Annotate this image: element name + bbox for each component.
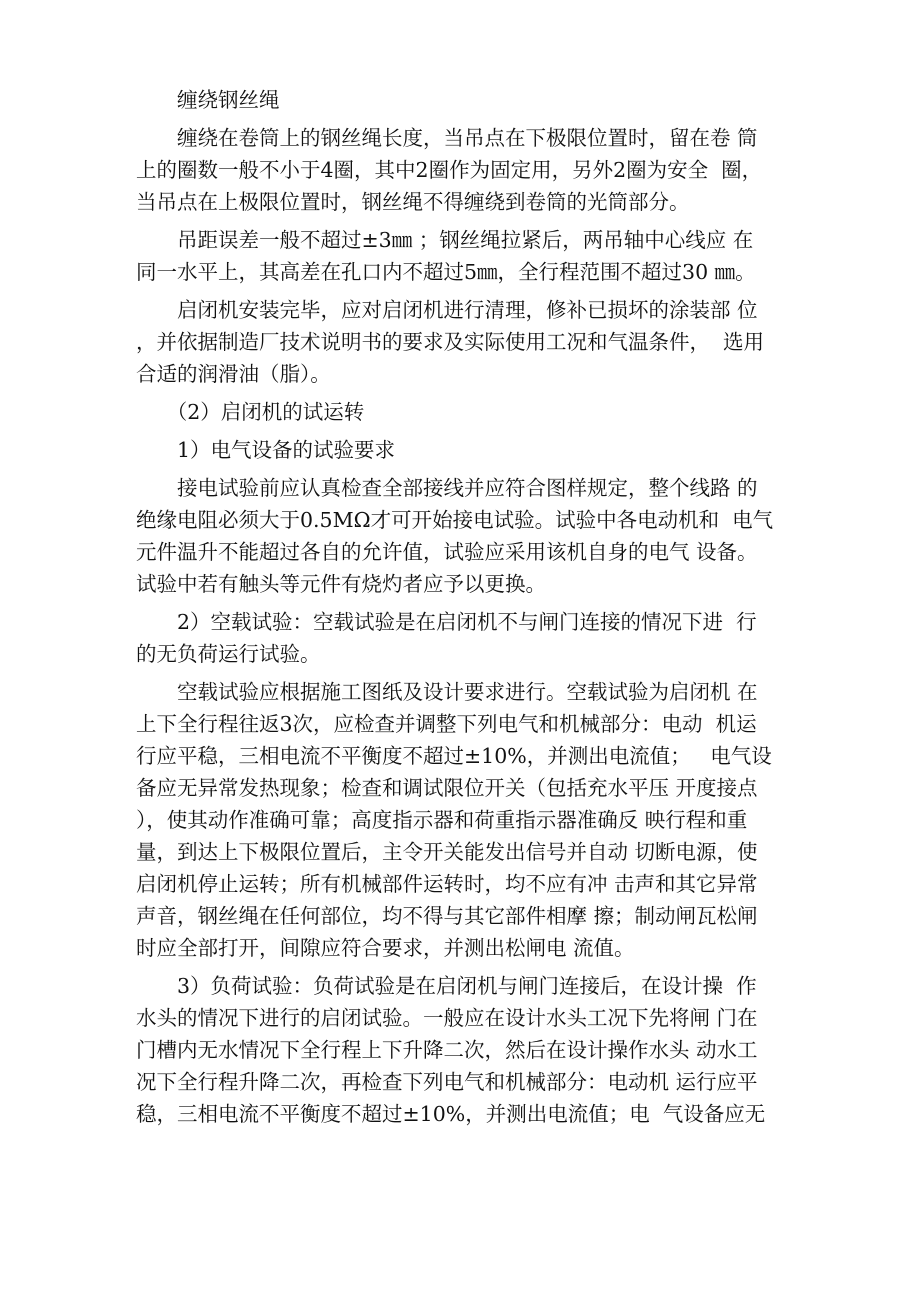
text-line: 启闭机停止运转；所有机械部件运转时，均不应有冲 击声和其它异常 — [136, 872, 758, 896]
text-line: 水头的情况下进行的启闭试验。一般应在设计水头工况下先将闸 门在 — [136, 1006, 758, 1030]
text-line: 3）负荷试验：负荷试验是在启闭机与闸门连接后，在设计操 作 — [136, 974, 757, 998]
text-line: 2）空载试验：空载试验是在启闭机不与闸门连接的情况下进 行 — [136, 610, 757, 634]
text-line: 况下全行程升降二次，再检查下列电气和机械部分：电动机 运行应平 — [136, 1070, 758, 1094]
text-line: 上的圈数一般不小于4圈，其中2圈作为固定用，另外2圈为安全 圈， — [136, 158, 763, 182]
text-line: 1）电气设备的试验要求 — [136, 438, 396, 462]
text-line: 元件温升不能超过各自的允许值，试验应采用该机自身的电气 设备。 — [136, 540, 758, 564]
document-body — [136, 84, 796, 1130]
text-line: 试验中若有触头等元件有烧灼者应予以更换。 — [136, 572, 546, 596]
text-line: 同一水平上，其高差在孔口内不超过5㎜，全行程范围不超过30 ㎜。 — [136, 260, 756, 284]
text-line: 合适的润滑油（脂）。 — [136, 362, 331, 386]
text-line: 启闭机安装完毕，应对启闭机进行清理，修补已损坏的涂装部 位 — [136, 298, 758, 322]
text-line: 当吊点在上极限位置时，钢丝绳不得缠绕到卷筒的光筒部分。 — [136, 190, 690, 214]
text-line: 门槽内无水情况下全行程上下升降二次，然后在设计操作水头 动水工 — [136, 1038, 758, 1062]
text-line: 备应无异常发热现象；检查和调试限位开关（包括充水平压 开度接点 — [136, 776, 758, 800]
text-line: （2）启闭机的试运转 — [136, 400, 365, 424]
text-line: 吊距误差一般不超过±3㎜ ；钢丝绳拉紧后，两吊轴中心线应 在 — [136, 228, 754, 252]
text-line: 接电试验前应认真检查全部接线并应符合图样规定，整个线路 的 — [136, 476, 758, 500]
text-line: 声音，钢丝绳在任何部位，均不得与其它部件相摩 擦；制动闸瓦松闸 — [136, 904, 758, 928]
text-line: 时应全部打开，间隙应符合要求，并测出松闸电 流值。 — [136, 936, 635, 960]
text-line: 缠绕钢丝绳 — [136, 88, 280, 112]
text-line: 稳，三相电流不平衡度不超过±10%，并测出电流值；电 气设备应无 — [136, 1102, 766, 1126]
text-line: 的无负荷运行试验。 — [136, 642, 321, 666]
text-line: ），使其动作准确可靠；高度指示器和荷重指示器准确反 映行程和重 — [136, 808, 748, 832]
text-line: 量，到达上下极限位置后，主令开关能发出信号并自动 切断电源，使 — [136, 840, 758, 864]
text-line: 缠绕在卷筒上的钢丝绳长度，当吊点在下极限位置时，留在卷 筒 — [136, 126, 758, 150]
text-line: ，并依据制造厂技术说明书的要求及实际使用工况和气温条件， 选用 — [136, 330, 765, 354]
text-line: 空载试验应根据施工图纸及设计要求进行。空载试验为启闭机 在 — [136, 680, 758, 704]
text-line: 绝缘电阻必须大于0.5MΩ才可开始接电试验。试验中各电动机和 电气 — [136, 508, 774, 532]
text-line: 行应平稳，三相电流不平衡度不超过±10%，并测出电流值； 电气设 — [136, 744, 772, 768]
text-line: 上下全行程往返3次，应检查并调整下列电气和机械部分：电动 机运 — [136, 712, 757, 736]
